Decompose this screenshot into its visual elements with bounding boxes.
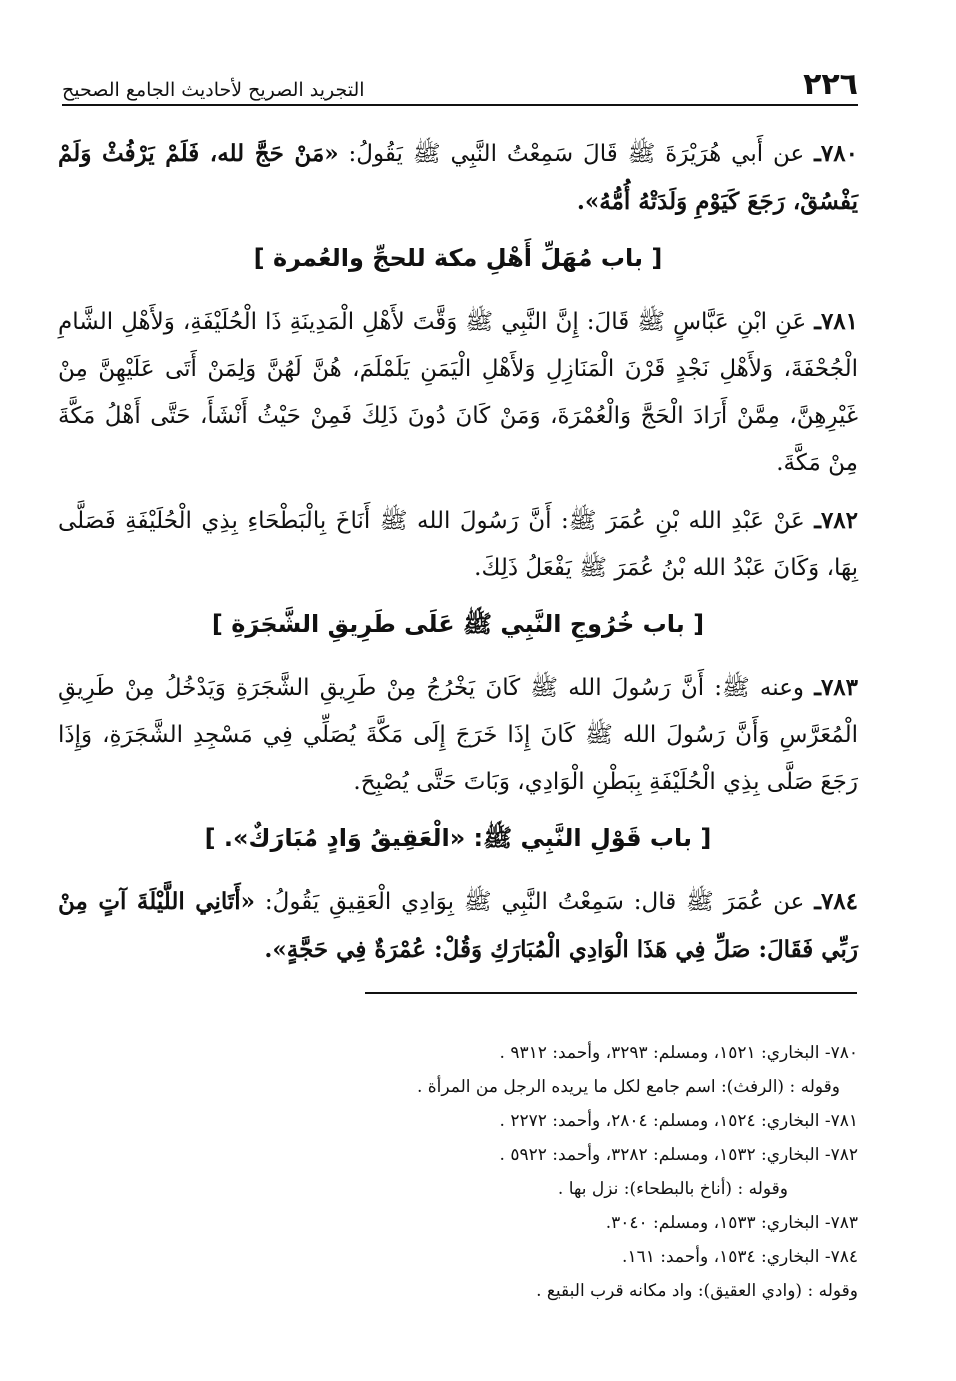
hadith-784 <box>58 878 858 974</box>
hadith-text: عَنِ ابْنِ عَبَّاسٍ ﷺ قَالَ: إِنَّ النَّبِي ﷺ وَقَّتَ لأَهْلِ الْمَدِينَةِ ذَا الْحُلَيْفَةِ، وَلأَهْلِ الشَّامِ الْجُحْفَةَ، وَلأَهْلِ نَجْدٍ قَرْنَ الْمَنَازِلِ وَلأَهْلِ الْيَمَنِ يَلَمْلَمَ، هُنَّ لَهُنَّ وَلِمَنْ أَتَى عَلَيْهِنَّ مِنْ غَيْرِهِنَّ، مِمَّنْ أَرَادَ الْحَجَّ وَالْعُمْرَةَ، وَمَنْ كَانَ دُونَ ذَلِكَ فَمِنْ حَيْثُ أَنْشَأَ، حَتَّى أَهْلُ مَكَّةَ مِنْ مَكَّةَ. <box>58 309 859 476</box>
hadith-number: ٧٨٢ـ <box>814 507 858 534</box>
hadith-number: ٧٨٣ـ <box>814 674 859 701</box>
hadith-780 <box>58 130 858 226</box>
page-number: ٢٢٦ <box>803 67 858 102</box>
hadith-number: ٧٨١ـ <box>814 308 858 335</box>
footnote-line: ٧٨١- البخاري: ١٥٢٤، ومسلم: ٢٨٠٤، وأحمد: ٢٢٧٢ . <box>499 1111 858 1131</box>
footnote-line: وقوله : (الرفث): اسم جامع لكل ما يريده الرجل من المرأة . <box>416 1077 840 1097</box>
chapter-heading: [ باب قَوْلِ النَّبِي ﷺ: «الْعَقِيقُ وَادٍ مُبَارَكٌ». ] <box>204 824 712 852</box>
page-header <box>62 58 858 106</box>
footnote-line: وقوله : (أناخ بالبطحاء): نزل بها . <box>557 1179 788 1199</box>
footnotes <box>100 1036 858 1308</box>
footnote-divider <box>365 992 857 994</box>
footnote-line: ٧٨٢- البخاري: ١٥٣٢، ومسلم: ٣٢٨٢، وأحمد: ٥٩٢٢ . <box>499 1145 858 1165</box>
footnote-line: ٧٨٤- البخاري: ١٥٣٤، وأحمد: ١٦١. <box>622 1247 858 1267</box>
footnote-line: وقوله : (وادي العقيق): واد مكانه قرب البقيع . <box>536 1281 858 1301</box>
chapter-heading: [ باب خُرُوجِ النَّبِي ﷺ عَلَى طَرِيقِ الشَّجَرَةِ ] <box>211 610 705 638</box>
footnote-line: ٧٨٣- البخاري: ١٥٣٣، ومسلم: ٣٠٤٠. <box>605 1213 858 1233</box>
footnote-line: ٧٨٠- البخاري: ١٥٢١، ومسلم: ٣٢٩٣، وأحمد: ٩٣١٢ . <box>499 1043 858 1063</box>
running-title: التجريد الصريح لأحاديث الجامع الصحيح <box>62 79 365 101</box>
hadith-intro: عن أَبي هُرَيْرَةَ ﷺ قَالَ سَمِعْتُ النَّبِي ﷺ يَقُولُ: <box>348 141 805 167</box>
hadith-intro: عن عُمَرَ ﷺ قال: سَمِعْتُ النَّبِي ﷺ بِوَادِي الْعَقِيقِ يَقُولُ: <box>264 889 805 915</box>
hadith-quote: «مَنْ حَجَّ لله، فَلَمْ يَرْفُثْ وَلَمْ يَفْسُقْ، رَجَعَ كَيَوْمِ وَلَدَتْهُ أُمُّهُ». <box>58 140 858 215</box>
hadith-number: ٧٨٤ـ <box>814 888 858 915</box>
hadith-783 <box>58 664 858 806</box>
chapter-heading: [ باب مُهَلِّ أَهْلِ مكة للحجِّ والعُمرة ] <box>253 244 663 272</box>
hadith-781 <box>58 298 858 487</box>
hadith-quote: «أَتَانِي اللَّيْلَةَ آتٍ مِنْ رَبِّي فَقَالَ: صَلِّ فِي هَذَا الْوَادِي الْمُبَارَكِ وَقُلْ: عُمْرَةٌ فِي حَجَّةٍ». <box>58 888 858 963</box>
hadith-text: وعنه ﷺ: أَنَّ رَسُولَ الله ﷺ كَانَ يَخْرُجُ مِنْ طَرِيقِ الشَّجَرَةِ وَيَدْخُلُ مِنْ طَرِيقِ الْمُعَرَّسِ وَأَنَّ رَسُولَ الله ﷺ كَانَ إِذَا خَرَجَ إِلَى مَكَّةَ يُصَلِّي فِي مَسْجِدِ الشَّجَرَةِ، وَإِذَا رَجَعَ صَلَّى بِذِي الْحُلَيْفَةِ بِبَطْنِ الْوَادِي، وَبَاتَ حَتَّى يُصْبِحَ. <box>58 675 858 795</box>
hadith-number: ٧٨٠ـ <box>814 140 858 167</box>
main-text <box>58 130 858 984</box>
hadith-text: عَنْ عَبْدِ الله بْنِ عُمَرَ ﷺ: أَنَّ رَسُولَ الله ﷺ أَنَاخَ بِالْبَطْحَاءِ بِذِي الْحُلَيْفَةِ فَصَلَّى بِهَا، وَكَانَ عَبْدُ الله بْنُ عُمَرَ ﷺ يَفْعَلُ ذَلِكَ. <box>58 508 858 581</box>
hadith-782 <box>58 497 858 592</box>
